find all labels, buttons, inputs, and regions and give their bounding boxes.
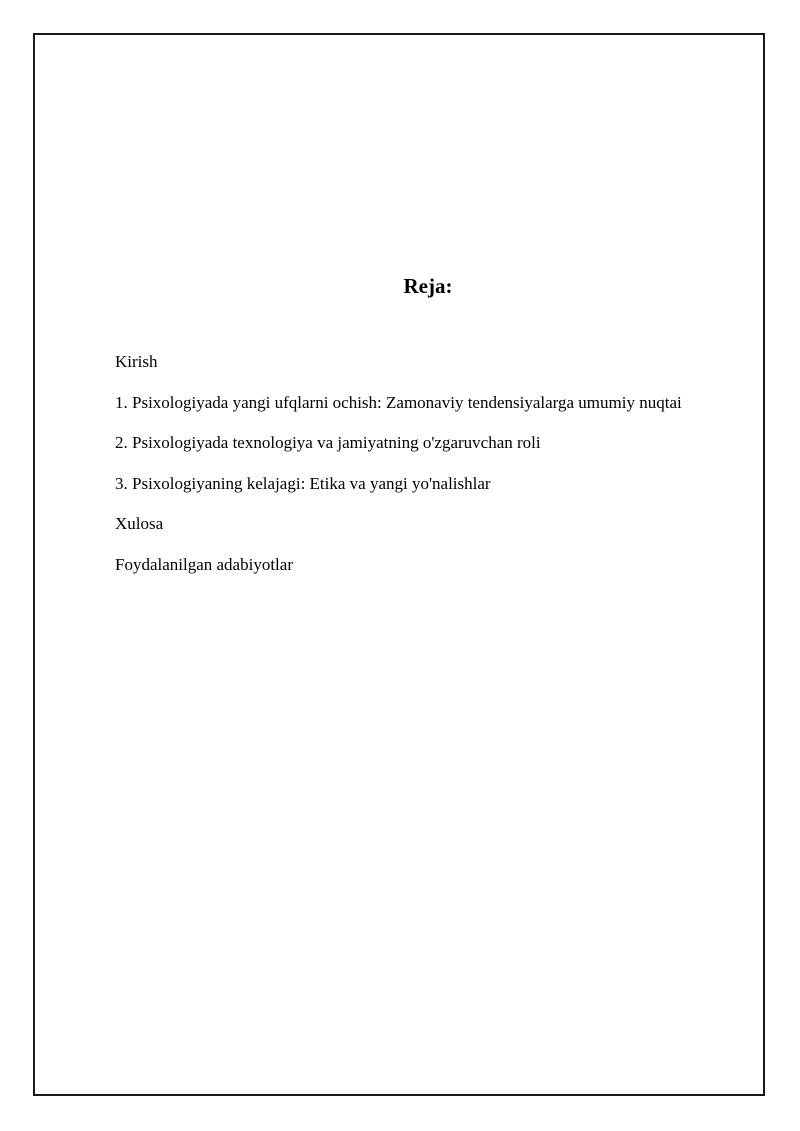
toc-item-references: Foydalanilgan adabiyotlar — [115, 554, 293, 574]
table-of-contents — [115, 350, 682, 594]
page-title: Reja: — [403, 274, 453, 298]
toc-item-introduction: Kirish — [115, 352, 158, 371]
toc-item-1: 1. Psixologiyada yangi ufqlarni ochish: Zamonaviy tendensiyalarga umumiy nuqtai — [115, 392, 682, 412]
toc-item-3: 3. Psixologiyaning kelajagi: Etika va yangi yo'nalishlar — [115, 473, 491, 493]
toc-item-2: 2. Psixologiyada texnologiya va jamiyatning o'zgaruvchan roli — [115, 433, 541, 453]
toc-item-conclusion: Xulosa — [115, 514, 164, 534]
